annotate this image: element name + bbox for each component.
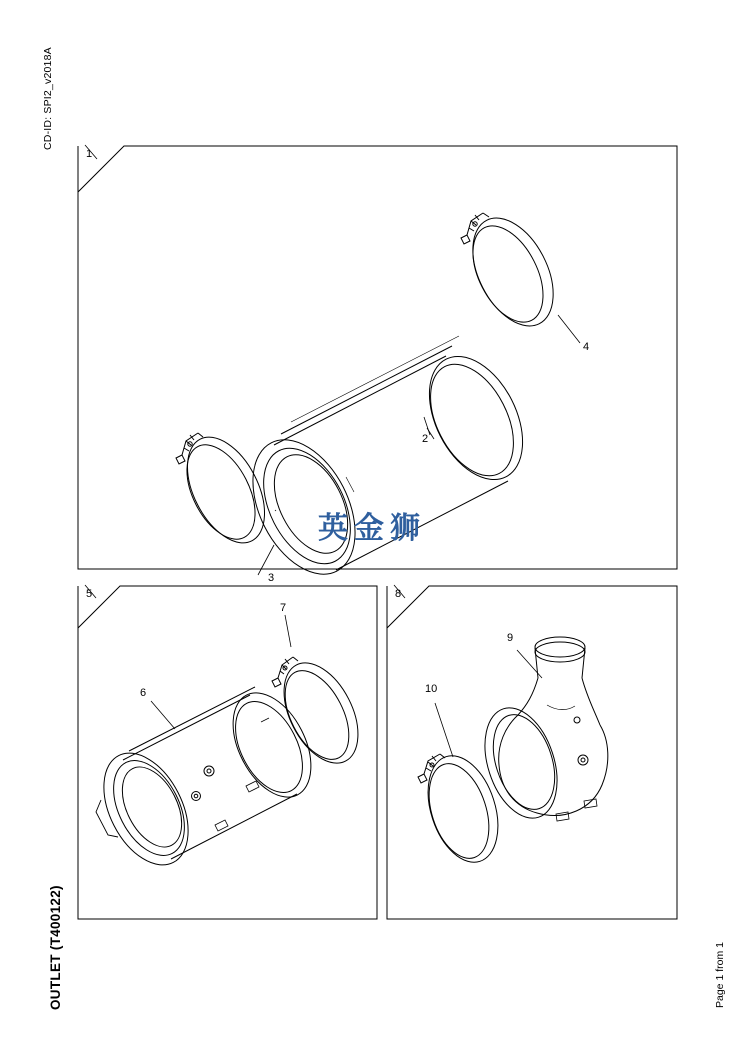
clamp-right-item-7 bbox=[269, 651, 373, 775]
callout-7: 7 bbox=[280, 602, 287, 614]
callout-3: 3 bbox=[268, 572, 275, 584]
clamp-right-item-4 bbox=[456, 205, 569, 339]
page-title: OUTLET (T400122) bbox=[48, 885, 63, 1010]
panel-5 bbox=[78, 585, 378, 920]
outlet-housing-item-9 bbox=[472, 637, 608, 827]
panel-5-border bbox=[78, 586, 377, 919]
pipe-body-item-6 bbox=[87, 680, 327, 879]
callout-10: 10 bbox=[425, 683, 438, 695]
panel-1-number: 1 bbox=[86, 148, 93, 160]
panel-8 bbox=[387, 585, 678, 920]
callout-4: 4 bbox=[583, 341, 590, 353]
panel-8-border bbox=[387, 586, 677, 919]
panel-5-number: 5 bbox=[86, 588, 93, 600]
callout-2: 2 bbox=[422, 433, 429, 445]
watermark: 英金狮 bbox=[318, 511, 426, 546]
pipe-body-item-2 bbox=[232, 336, 541, 591]
cd-id-label: CD-ID: SPI2_v2018A bbox=[42, 47, 54, 150]
panel-8-number: 8 bbox=[395, 588, 402, 600]
callout-9: 9 bbox=[507, 632, 514, 644]
page-number-label: Page 1 from 1 bbox=[714, 942, 726, 1008]
callout-6: 6 bbox=[140, 687, 147, 699]
